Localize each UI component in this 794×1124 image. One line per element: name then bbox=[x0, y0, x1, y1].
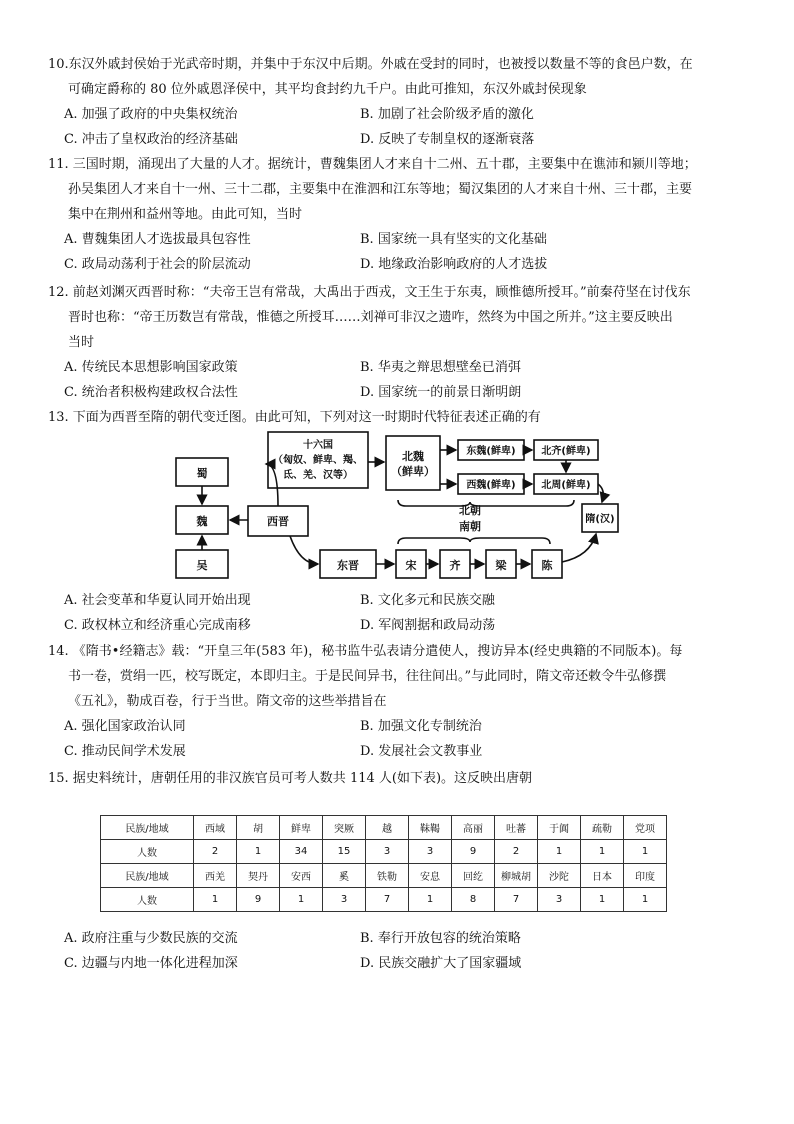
options-row bbox=[48, 102, 768, 127]
question-13-options bbox=[48, 588, 768, 638]
option-b: B. 国家统一具有坚实的文化基础 bbox=[360, 232, 547, 247]
option-d: D. 民族交融扩大了国家疆域 bbox=[360, 956, 522, 971]
option-c: C. 推动民间学术发展 bbox=[64, 744, 186, 759]
table-cell: 1 bbox=[624, 888, 667, 912]
table-cell: 奚 bbox=[323, 864, 366, 888]
option-a: A. 社会变革和华夏认同开始出现 bbox=[64, 593, 251, 608]
option-b: B. 华夷之辩思想壁垒已消弭 bbox=[360, 360, 521, 375]
table-cell: 1 bbox=[581, 840, 624, 864]
table-row-header: 人数 bbox=[101, 888, 194, 912]
label-chen: 陈 bbox=[541, 559, 553, 572]
option-a: A. 曹魏集团人才选拔最具包容性 bbox=[64, 232, 251, 247]
option-d: D. 反映了专制皇权的逐渐衰落 bbox=[360, 132, 535, 147]
question-stem bbox=[48, 52, 768, 102]
stem-line: 10.东汉外戚封侯始于光武帝时期，并集中于东汉中后期。外戚在受封的同时，也被授以数量不等的食邑户数，在 bbox=[48, 57, 693, 72]
label-wu: 吴 bbox=[196, 559, 208, 572]
option-c: C. 政局动荡利于社会的阶层流动 bbox=[64, 257, 251, 272]
label-sixteen-2: （匈奴、鲜卑、羯、 bbox=[273, 455, 363, 466]
table-cell: 安息 bbox=[409, 864, 452, 888]
options-row bbox=[48, 613, 768, 638]
options-row bbox=[48, 380, 768, 405]
option-d: D. 军阀割据和政局动荡 bbox=[360, 618, 496, 633]
table-cell: 9 bbox=[237, 888, 280, 912]
table-row bbox=[101, 840, 667, 864]
label-wei: 魏 bbox=[196, 515, 208, 528]
options-row bbox=[48, 355, 768, 380]
option-a: A. 强化国家政治认同 bbox=[64, 719, 186, 734]
table-cell: 铁勒 bbox=[366, 864, 409, 888]
table-cell: 1 bbox=[237, 840, 280, 864]
table-cell: 7 bbox=[366, 888, 409, 912]
table-cell: 安西 bbox=[280, 864, 323, 888]
stem-line: 11. 三国时期，涌现出了大量的人才。据统计，曹魏集团人才来自十二州、五十郡，主要集中在谯沛和颍川等地； bbox=[48, 157, 697, 172]
table-cell: 鲜卑 bbox=[280, 816, 323, 840]
stem-line: 当时 bbox=[68, 335, 95, 350]
stem-line: 13. 下面为西晋至隋的朝代变迁图。由此可知，下列对这一时期时代特征表述正确的有 bbox=[48, 410, 541, 425]
brace-beichao bbox=[398, 500, 574, 506]
option-c: C. 统治者积极构建政权合法性 bbox=[64, 385, 238, 400]
table-cell: 高丽 bbox=[452, 816, 495, 840]
label-beiwei-2: （鲜卑） bbox=[391, 465, 435, 478]
label-sixteen-1: 十六国 bbox=[303, 440, 333, 451]
option-a: A. 政府注重与少数民族的交流 bbox=[64, 931, 238, 946]
label-xijin: 西晋 bbox=[267, 515, 289, 528]
table-cell: 1 bbox=[194, 888, 237, 912]
question-15 bbox=[48, 766, 768, 791]
label-song: 宋 bbox=[405, 559, 417, 572]
stem-line: 可确定爵称的 80 位外戚恩泽侯中，其平均食封约九千户。由此可推知，东汉外戚封侯现象 bbox=[68, 82, 587, 97]
table-cell: 柳城胡 bbox=[495, 864, 538, 888]
table-cell: 西域 bbox=[194, 816, 237, 840]
table-cell: 1 bbox=[624, 840, 667, 864]
brace-nanchao bbox=[398, 538, 550, 544]
table-cell: 靺鞨 bbox=[409, 816, 452, 840]
label-dongwei: 东魏(鲜卑) bbox=[466, 446, 516, 457]
label-beichao: 北朝 bbox=[459, 504, 481, 517]
table-row-header: 人数 bbox=[101, 840, 194, 864]
table-cell: 3 bbox=[323, 888, 366, 912]
table-cell: 吐蕃 bbox=[495, 816, 538, 840]
table-cell: 回纥 bbox=[452, 864, 495, 888]
option-a: A. 加强了政府的中央集权统治 bbox=[64, 107, 238, 122]
table-cell: 疏勒 bbox=[581, 816, 624, 840]
table-cell: 2 bbox=[495, 840, 538, 864]
label-beiwei-1: 北魏 bbox=[402, 450, 424, 463]
options-row bbox=[48, 127, 768, 152]
options-row bbox=[48, 252, 768, 277]
stem-line: 《五礼》，勒成百卷，行于当世。隋文帝的这些举措旨在 bbox=[68, 694, 387, 709]
question-11 bbox=[48, 152, 768, 277]
label-qi: 齐 bbox=[449, 559, 461, 572]
options-row bbox=[48, 926, 768, 951]
question-stem bbox=[48, 405, 768, 430]
stem-line: 晋时也称：“帝王历数岂有常哉，惟德之所授耳……刘禅可非汉之遗咋，然终为中国之所并。”这主要反映出 bbox=[68, 310, 673, 325]
table-cell: 8 bbox=[452, 888, 495, 912]
options-row bbox=[48, 227, 768, 252]
options-row bbox=[48, 739, 768, 764]
option-a: A. 传统民本思想影响国家政策 bbox=[64, 360, 238, 375]
table-cell: 1 bbox=[538, 840, 581, 864]
table-cell: 西羌 bbox=[194, 864, 237, 888]
officials-table bbox=[100, 815, 667, 912]
table-cell: 印度 bbox=[624, 864, 667, 888]
question-stem bbox=[48, 766, 768, 791]
options-row bbox=[48, 951, 768, 976]
table-cell: 胡 bbox=[237, 816, 280, 840]
label-shu: 蜀 bbox=[196, 467, 208, 480]
table-cell: 34 bbox=[280, 840, 323, 864]
label-nanchao: 南朝 bbox=[459, 520, 481, 533]
options-row bbox=[48, 714, 768, 739]
dynasty-flow-svg bbox=[170, 428, 620, 583]
question-14 bbox=[48, 639, 768, 764]
table-cell: 契丹 bbox=[237, 864, 280, 888]
stem-line: 15. 据史料统计，唐朝任用的非汉族官员可考人数共 114 人(如下表)。这反映出唐朝 bbox=[48, 771, 533, 786]
option-b: B. 加剧了社会阶级矛盾的激化 bbox=[360, 107, 534, 122]
table-cell: 日本 bbox=[581, 864, 624, 888]
option-c: C. 边疆与内地一体化进程加深 bbox=[64, 956, 238, 971]
dynasty-flow-diagram bbox=[170, 428, 620, 583]
table-cell: 3 bbox=[366, 840, 409, 864]
option-c: C. 冲击了皇权政治的经济基础 bbox=[64, 132, 238, 147]
label-beiqi: 北齐(鲜卑) bbox=[541, 446, 591, 457]
option-d: D. 国家统一的前景日渐明朗 bbox=[360, 385, 522, 400]
table-row bbox=[101, 816, 667, 840]
stem-line: 孙吴集团人才来自十一州、三十二郡，主要集中在淮泗和江东等地；蜀汉集团的人才来自十州、三十郡，主要 bbox=[68, 182, 693, 197]
label-sui: 隋(汉) bbox=[585, 514, 615, 525]
table-cell: 沙陀 bbox=[538, 864, 581, 888]
table-cell: 2 bbox=[194, 840, 237, 864]
option-b: B. 文化多元和民族交融 bbox=[360, 593, 495, 608]
option-b: B. 奉行开放包容的统治策略 bbox=[360, 931, 521, 946]
stem-line: 集中在荆州和益州等地。由此可知，当时 bbox=[68, 207, 303, 222]
option-b: B. 加强文化专制统治 bbox=[360, 719, 482, 734]
arrow-chen-sui bbox=[562, 534, 596, 562]
question-stem bbox=[48, 280, 768, 355]
label-sixteen-3: 氐、羌、汉等） bbox=[283, 470, 353, 481]
label-dongjin: 东晋 bbox=[337, 559, 359, 572]
table-cell: 越 bbox=[366, 816, 409, 840]
table-cell: 3 bbox=[538, 888, 581, 912]
option-d: D. 地缘政治影响政府的人才选拔 bbox=[360, 257, 548, 272]
question-stem bbox=[48, 639, 768, 714]
question-15-options bbox=[48, 926, 768, 976]
table-row bbox=[101, 864, 667, 888]
option-c: C. 政权林立和经济重心完成南移 bbox=[64, 618, 251, 633]
table-cell: 党项 bbox=[624, 816, 667, 840]
table-row-header: 民族/地域 bbox=[101, 816, 194, 840]
table-cell: 15 bbox=[323, 840, 366, 864]
table-cell: 7 bbox=[495, 888, 538, 912]
stem-line: 12. 前赵刘渊灭西晋时称：“夫帝王岂有常哉，大禹出于西戎，文王生于东夷，顾惟德所授耳。”前秦苻坚在讨伐东 bbox=[48, 285, 691, 300]
arrow-xijin-dongjin bbox=[290, 536, 318, 564]
table-cell: 1 bbox=[280, 888, 323, 912]
table-row-header: 民族/地域 bbox=[101, 864, 194, 888]
table-cell: 1 bbox=[409, 888, 452, 912]
question-10 bbox=[48, 52, 768, 152]
question-12 bbox=[48, 280, 768, 405]
stem-line: 14. 《隋书•经籍志》载：“开皇三年(583 年)，秘书监牛弘表请分遣使人，搜访异本(经史典籍的不同版本)。每 bbox=[48, 644, 683, 659]
table-row bbox=[101, 888, 667, 912]
question-13 bbox=[48, 405, 768, 430]
table-cell: 突厥 bbox=[323, 816, 366, 840]
box-beiwei bbox=[386, 436, 440, 490]
table-cell: 3 bbox=[409, 840, 452, 864]
stem-line: 书一卷，赏绢一匹，校写既定，本即归主。于是民间异书，往往间出。”与此同时，隋文帝还敕令牛弘修撰 bbox=[68, 669, 667, 684]
table-cell: 9 bbox=[452, 840, 495, 864]
option-d: D. 发展社会文教事业 bbox=[360, 744, 483, 759]
label-beizhou: 北周(鲜卑) bbox=[541, 480, 591, 491]
question-stem bbox=[48, 152, 768, 227]
options-row bbox=[48, 588, 768, 613]
label-liang: 梁 bbox=[495, 559, 507, 572]
table-cell: 1 bbox=[581, 888, 624, 912]
label-xiwei: 西魏(鲜卑) bbox=[466, 480, 516, 491]
table-cell: 于阗 bbox=[538, 816, 581, 840]
